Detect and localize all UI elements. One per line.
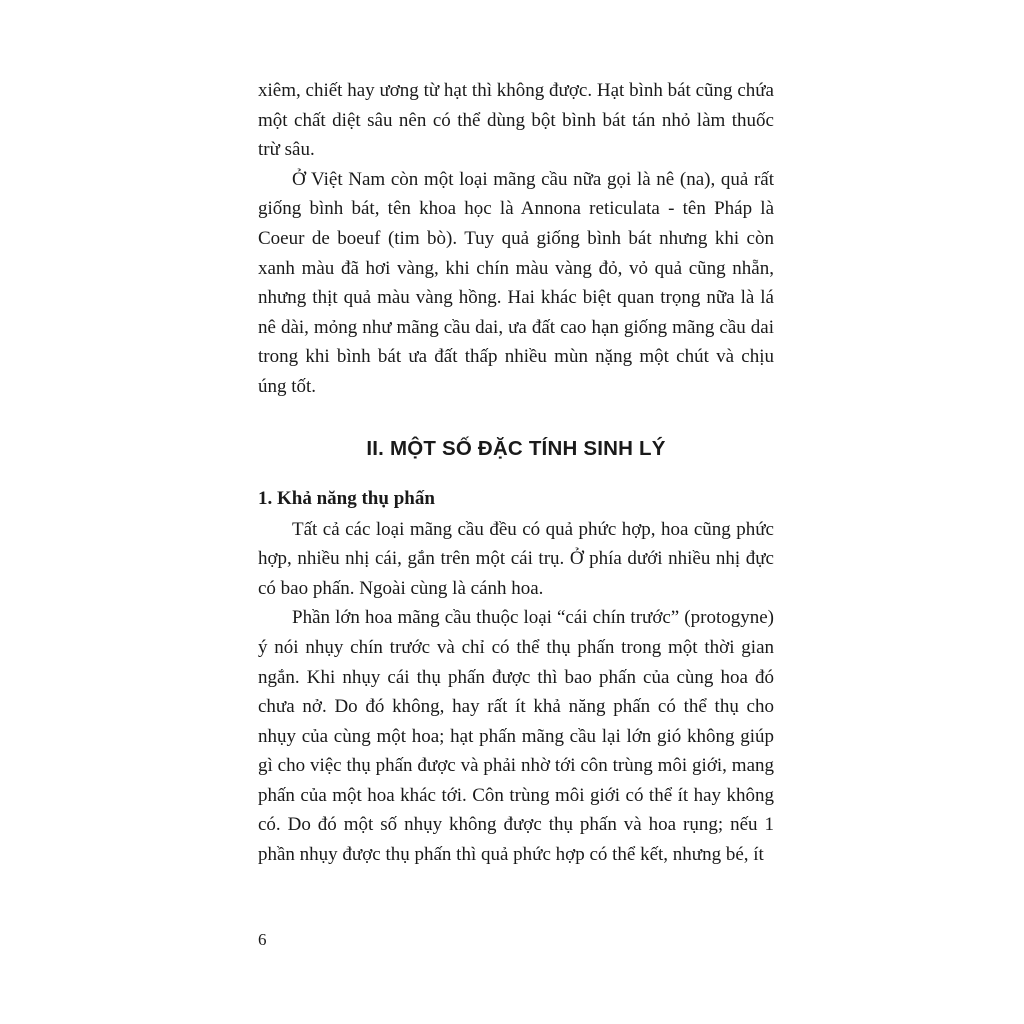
paragraph-continuation: xiêm, chiết hay ương từ hạt thì không được. Hạt bình bát cũng chứa một chất diệt sâu nên có thể dùng bột bình bát tán nhỏ làm thuốc trừ sâu. [258, 80, 774, 161]
section-heading: II. MỘT SỐ ĐẶC TÍNH SINH LÝ [366, 436, 666, 460]
book-page-body [258, 76, 774, 870]
paragraph-pollination: Phần lớn hoa mãng cầu thuộc loại “cái chín trước” (protogyne) ý nói nhụy chín trước và chỉ có thể thụ phấn trong một thời gian ngắn. Khi nhụy cái thụ phấn được thì bao phấn của cùng hoa đó chưa nở. Do đó không, hay rất ít khả năng phấn có thể thụ cho nhụy của cùng một hoa; hạt phấn mãng cầu lại lớn gió không giúp gì cho việc thụ phấn được và phải nhờ tới côn trùng môi giới, mang phấn của một hoa khác tới. Côn trùng môi giới có thể ít hay không có. Do đó một số nhụy không được thụ phấn và hoa rụng; nếu 1 phần nhụy được thụ phấn thì quả phức hợp có thể kết, nhưng bé, ít [258, 607, 774, 866]
paragraph-annona-reticulata: Ở Việt Nam còn một loại mãng cầu nữa gọi là nê (na), quả rất giống bình bát, tên khoa học là Annona reticulata - tên Pháp là Coeur de boeuf (tim bò). Tuy quả giống bình bát nhưng khi còn xanh màu đã hơi vàng, khi chín màu vàng đỏ, vỏ quả cũng nhẵn, nhưng thịt quả màu vàng hồng. Hai khác biệt quan trọng nữa là lá nê dài, mỏng như mãng cầu dai, ưa đất cao hạn giống mãng cầu dai trong khi bình bát ưa đất thấp nhiều mùn nặng một chút và chịu úng tốt. [258, 168, 774, 397]
page-number: 6 [258, 930, 267, 949]
subsection-heading: 1. Khả năng thụ phấn [258, 487, 435, 509]
paragraph-flower-structure: Tất cả các loại mãng cầu đều có quả phức hợp, hoa cũng phức hợp, nhiều nhị cái, gắn trên một cái trụ. Ở phía dưới nhiều nhị đực có bao phấn. Ngoài cùng là cánh hoa. [258, 518, 774, 599]
